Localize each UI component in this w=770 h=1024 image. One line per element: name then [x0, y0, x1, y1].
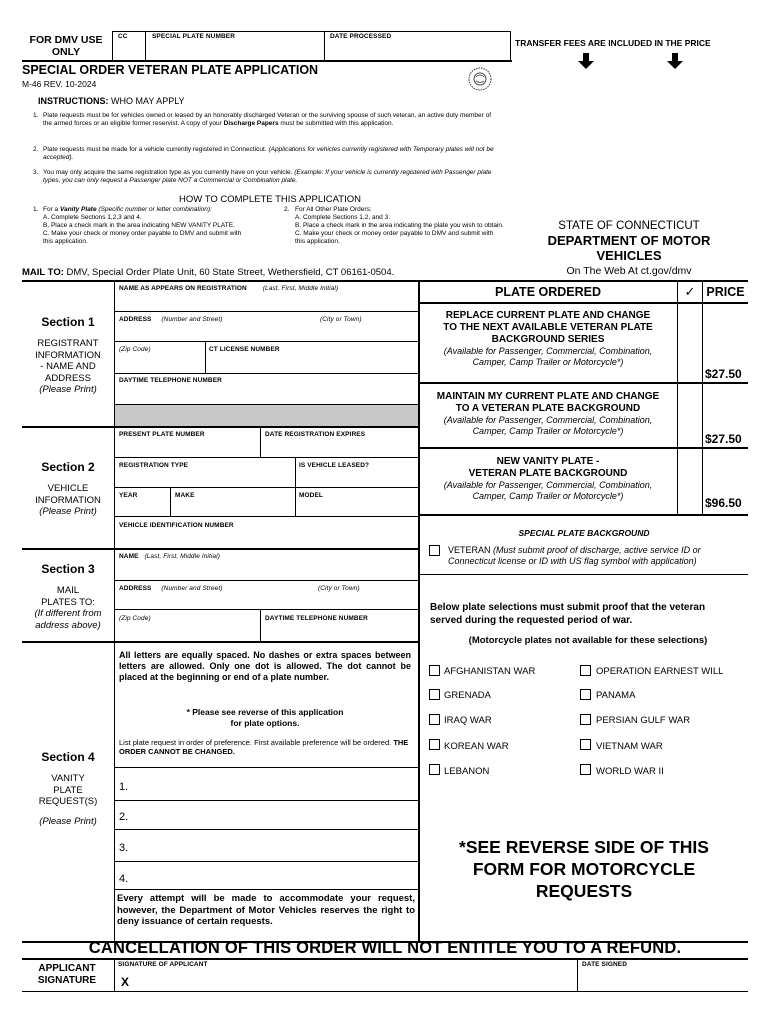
- ct-license-field[interactable]: CT LICENSE NUMBER: [209, 346, 280, 353]
- section-3-label: Section 3 MAIL PLATES TO: (If different from address above): [34, 562, 102, 631]
- state-seal-icon: [466, 66, 494, 92]
- price-replace-plate: $27.50: [705, 367, 742, 381]
- order-note: List plate request in order of preference. First available preference will be ordered. THE ORDER CANNOT BE CHANGED.: [119, 738, 409, 756]
- reverse-side-note: *SEE REVERSE SIDE OF THIS FORM FOR MOTORCYCLE REQUESTS: [459, 837, 709, 901]
- persian-gulf-war-label: PERSIAN GULF WAR: [596, 715, 691, 726]
- special-plate-number-label: SPECIAL PLATE NUMBER: [152, 33, 236, 40]
- how-to-heading: HOW TO COMPLETE THIS APPLICATION: [179, 194, 361, 205]
- section-4-label: Section 4 VANITY PLATE REQUEST(S) (Please Print): [38, 750, 98, 827]
- applicant-signature-label: APPLICANT SIGNATURE: [37, 963, 97, 986]
- world-war-ii-label: WORLD WAR II: [596, 766, 664, 777]
- panama-label: PANAMA: [596, 690, 636, 701]
- price-column-header: PRICE: [706, 285, 745, 299]
- vin-field[interactable]: VEHICLE IDENTIFICATION NUMBER: [119, 522, 234, 529]
- transfer-fees-note: TRANSFER FEES ARE INCLUDED IN THE PRICE: [515, 38, 711, 48]
- form-title: SPECIAL ORDER VETERAN PLATE APPLICATION: [22, 63, 319, 77]
- registration-name-field[interactable]: NAME AS APPEARS ON REGISTRATION (Last, First, Middle Initial): [119, 285, 339, 292]
- check-vanity-plate[interactable]: [679, 453, 701, 511]
- form-number: M-46 REV. 10-2024: [22, 79, 97, 89]
- veteran-option: VETERAN (Must submit proof of discharge, active service ID or Connecticut license or ID with US flag symbol with application): [448, 545, 701, 566]
- afghanistan-war-label: AFGHANISTAN WAR: [444, 666, 536, 677]
- iraq-war-label: IRAQ WAR: [444, 715, 492, 726]
- price-maintain-plate: $27.50: [705, 432, 742, 446]
- mail-name-field[interactable]: NAME (Last, First, Middle Initial): [119, 553, 220, 560]
- mail-address-field[interactable]: ADDRESS (Number and Street): [119, 585, 223, 592]
- section-2-label: Section 2 VEHICLE INFORMATION (Please Print): [35, 460, 101, 517]
- grenada-label: GRENADA: [444, 690, 491, 701]
- plate-option-replace: REPLACE CURRENT PLATE AND CHANGE TO THE NEXT AVAILABLE VETERAN PLATE BACKGROUND SERIES (Available for Passenger, Commercial, Combination, Camper, Camp Trailer or Motorcycle*): [443, 310, 653, 367]
- vehicle-model-field[interactable]: MODEL: [299, 492, 323, 499]
- instruction-item-2: 2. Plate requests must be made for a vehicle currently registered in Connecticut. (Applications for vehicles currently registered with Temporary plates will not be accepted).: [33, 146, 494, 161]
- world-war-ii-checkbox[interactable]: [580, 764, 591, 775]
- plate-option-vanity: NEW VANITY PLATE - VETERAN PLATE BACKGROUND (Available for Passenger, Commercial, Combination, Camper, Camp Trailer or Motorcycle*): [443, 456, 653, 501]
- check-column-header: ✓: [684, 284, 696, 299]
- mail-zip-field[interactable]: (Zip Code): [119, 615, 151, 622]
- vanity-choice-2[interactable]: 2.: [119, 811, 129, 823]
- iraq-war-checkbox[interactable]: [429, 714, 440, 725]
- attempt-note: Every attempt will be made to accommodate your request, however, the Department of Motor Vehicles reserves the right to deny issuance of certain requests.: [117, 893, 415, 927]
- registration-expires-field[interactable]: DATE REGISTRATION EXPIRES: [265, 431, 366, 438]
- vietnam-war-checkbox[interactable]: [580, 739, 591, 750]
- lebanon-label: LEBANON: [444, 766, 490, 777]
- how-to-other: 2. For All Other Plate Orders: A. Complete Sections 1,2, and 3. B. Place a check mark in the area indicating the plate you wish to obtain. C. Make your check or money order payable to DMV and submit with this application.: [284, 206, 504, 245]
- special-background-title: SPECIAL PLATE BACKGROUND: [518, 528, 650, 538]
- signature-field[interactable]: X: [121, 975, 130, 989]
- vehicle-year-field[interactable]: YEAR: [119, 492, 138, 499]
- instruction-item-1: 1. Plate requests must be for vehicles owned or leased by an honorably discharged Veteran or the surviving spouse of such veteran, an active duty member of the armed forces or an eligible former reservist. A copy of your Discharge Papers must be submitted with this application.: [33, 112, 492, 127]
- shaded-separator: [115, 405, 418, 426]
- agency-block: STATE OF CONNECTICUT DEPARTMENT OF MOTOR VEHICLES On The Web At ct.gov/dmv: [547, 220, 711, 277]
- veteran-checkbox[interactable]: [429, 545, 440, 556]
- vanity-choice-3[interactable]: 3.: [119, 842, 129, 854]
- vehicle-make-field[interactable]: MAKE: [175, 492, 195, 499]
- operation-earnest-will-checkbox[interactable]: [580, 665, 591, 676]
- korean-war-label: KOREAN WAR: [444, 741, 509, 752]
- cc-label: CC: [118, 33, 128, 40]
- reverse-note: * Please see reverse of this application for plate options.: [186, 707, 344, 728]
- mail-city-hint: (City or Town): [318, 585, 360, 592]
- present-plate-field[interactable]: PRESENT PLATE NUMBER: [119, 431, 205, 438]
- registrant-phone-field[interactable]: DAYTIME TELEPHONE NUMBER: [119, 377, 222, 384]
- afghanistan-war-checkbox[interactable]: [429, 665, 440, 676]
- check-replace-plate[interactable]: [679, 310, 701, 380]
- korean-war-checkbox[interactable]: [429, 739, 440, 750]
- registration-type-field[interactable]: REGISTRATION TYPE: [119, 462, 189, 469]
- instruction-item-3: 3. You may only acquire the same registration type as you currently have on your vehicle. (Example: If your vehicle is currently registered with Passenger plate types, you can only request a Passenger plate NOT a Commercial or Combination plate.: [33, 169, 492, 184]
- persian-gulf-war-checkbox[interactable]: [580, 714, 591, 725]
- date-processed-label: DATE PROCESSED: [330, 33, 392, 40]
- registrant-city-hint: (City or Town): [320, 316, 362, 323]
- motorcycle-note: (Motorcycle plates not available for these selections): [468, 635, 708, 646]
- date-signed-field[interactable]: DATE SIGNED: [582, 961, 628, 968]
- signature-field-label: SIGNATURE OF APPLICANT: [118, 961, 208, 968]
- vanity-choice-4[interactable]: 4.: [119, 873, 129, 885]
- how-to-vanity: 1. For a Vanity Plate (Specific number or letter combination): A. Complete Sections 1,2,3 and 4. B. Place a check mark in the area indicating NEW VANITY PLATE. C. Make your check or money order payable to DMV and submit with this application.: [33, 206, 242, 245]
- price-vanity-plate: $96.50: [705, 496, 742, 510]
- spacing-note: All letters are equally spaced. No dashes or extra spaces between letters are allowed. Only one dot is allowed. The dot cannot be placed at the beginning or end of a plate number.: [119, 650, 411, 682]
- registrant-zip-field[interactable]: (Zip Code): [119, 346, 151, 353]
- lebanon-checkbox[interactable]: [429, 764, 440, 775]
- dmv-use-only-label: FOR DMV USE ONLY: [29, 34, 103, 58]
- plate-ordered-header: PLATE ORDERED: [494, 285, 602, 299]
- plate-option-maintain: MAINTAIN MY CURRENT PLATE AND CHANGE TO A VETERAN PLATE BACKGROUND (Available for Passenger, Commercial, Combination, Camper, Camp Trailer or Motorcycle*): [436, 391, 660, 436]
- section-1-label: Section 1 REGISTRANT INFORMATION - NAME AND ADDRESS (Please Print): [35, 315, 101, 395]
- proof-note: Below plate selections must submit proof that the veteran served during the requested period of war.: [430, 602, 706, 626]
- instructions-heading: INSTRUCTIONS: WHO MAY APPLY: [38, 96, 185, 106]
- mail-to-line: MAIL TO: DMV, Special Order Plate Unit, 60 State Street, Wethersfield, CT 06161-0504.: [22, 267, 395, 278]
- vietnam-war-label: VIETNAM WAR: [596, 741, 663, 752]
- vehicle-leased-field[interactable]: IS VEHICLE LEASED?: [299, 462, 370, 469]
- cancellation-notice: CANCELLATION OF THIS ORDER WILL NOT ENTITLE YOU TO A REFUND.: [88, 939, 682, 957]
- operation-earnest-will-label: OPERATION EARNEST WILL: [596, 666, 724, 677]
- grenada-checkbox[interactable]: [429, 689, 440, 700]
- mail-phone-field[interactable]: DAYTIME TELEPHONE NUMBER: [265, 615, 368, 622]
- registrant-address-field[interactable]: ADDRESS (Number and Street): [119, 316, 223, 323]
- panama-checkbox[interactable]: [580, 689, 591, 700]
- vanity-choice-1[interactable]: 1.: [119, 781, 129, 793]
- check-maintain-plate[interactable]: [679, 388, 701, 444]
